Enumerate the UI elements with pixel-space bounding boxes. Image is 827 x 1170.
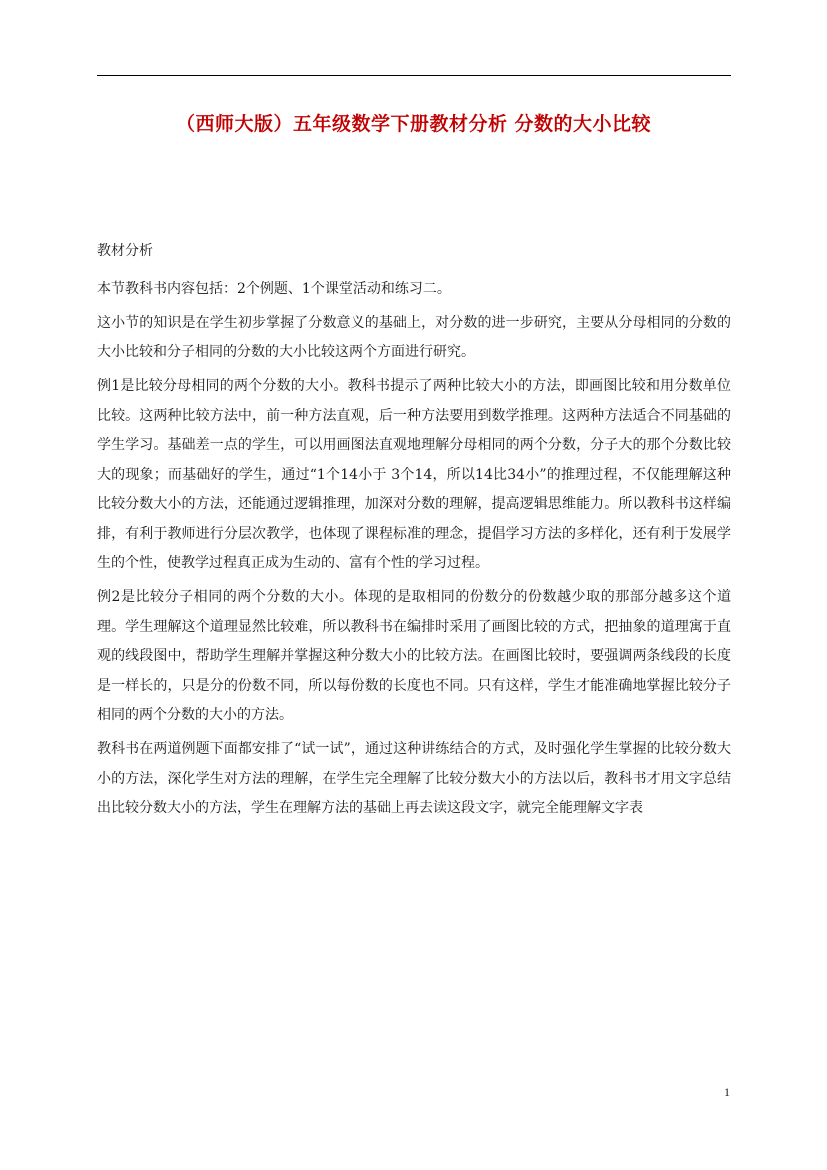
paragraph-4: 例2是比较分子相同的两个分数的大小。体现的是取相同的份数分的份数越少取的那部分越多这个道理。学生理解这个道理显然比较难，所以教科书在编排时采用了画图比较的方式，把抽象的道理寓于直观的线段图中，帮助学生理解并掌握这种分数大小的比较方法。在画图比较时，要强调两条线段的长度是一样长的，只是分的份数不同，所以每份数的长度也不同。只有这样，学生才能准确地掌握比较分子相同的两个分数的大小的方法。 [97, 589, 731, 723]
page-number: 1 [724, 1085, 730, 1099]
paragraph-2: 这小节的知识是在学生初步掌握了分数意义的基础上，对分数的进一步研究，主要从分母相同的分数的大小比较和分子相同的分数的大小比较这两个方面进行研究。 [97, 314, 731, 360]
section-heading: 教材分析 [97, 243, 153, 259]
paragraph-3: 例1是比较分母相同的两个分数的大小。教科书提示了两种比较大小的方法，即画图比较和用分数单位比较。这两种比较方法中，前一种方法直观，后一种方法要用到数学推理。这两种方法适合不同基础的学生学习。基础差一点的学生，可以用画图法直观地理解分母相同的两个分数，分子大的那个分数比较大的现象；而基础好的学生，通过“1个14小于 3个14，所以14比34小”的推理过程，不仅能理解这种比较分数大小的方法，还能通过逻辑推理，加深对分数的理解，提高逻辑思维能力。所以教科书这样编排，有利于教师进行分层次教学，也体现了课程标准的理念，提倡学习方法的多样化，还有利于发展学生的个性，使教学过程真正成为生动的、富有个性的学习过程。 [97, 378, 731, 571]
paragraph-5: 教科书在两道例题下面都安排了“试一试”，通过这种讲练结合的方式，及时强化学生掌握的比较分数大小的方法，深化学生对方法的理解，在学生完全理解了比较分数大小的方法以后，教科书才用文字总结出比较分数大小的方法，学生在理解方法的基础上再去读这段文字，就完全能理解文字表 [97, 741, 731, 816]
header-rule [97, 75, 731, 76]
document-title: （西师大版）五年级数学下册教材分析 分数的大小比较 [175, 113, 652, 135]
paragraph-1: 本节教科书内容包括：2个例题、1个课堂活动和练习二。 [97, 280, 451, 297]
document-body [97, 237, 731, 828]
